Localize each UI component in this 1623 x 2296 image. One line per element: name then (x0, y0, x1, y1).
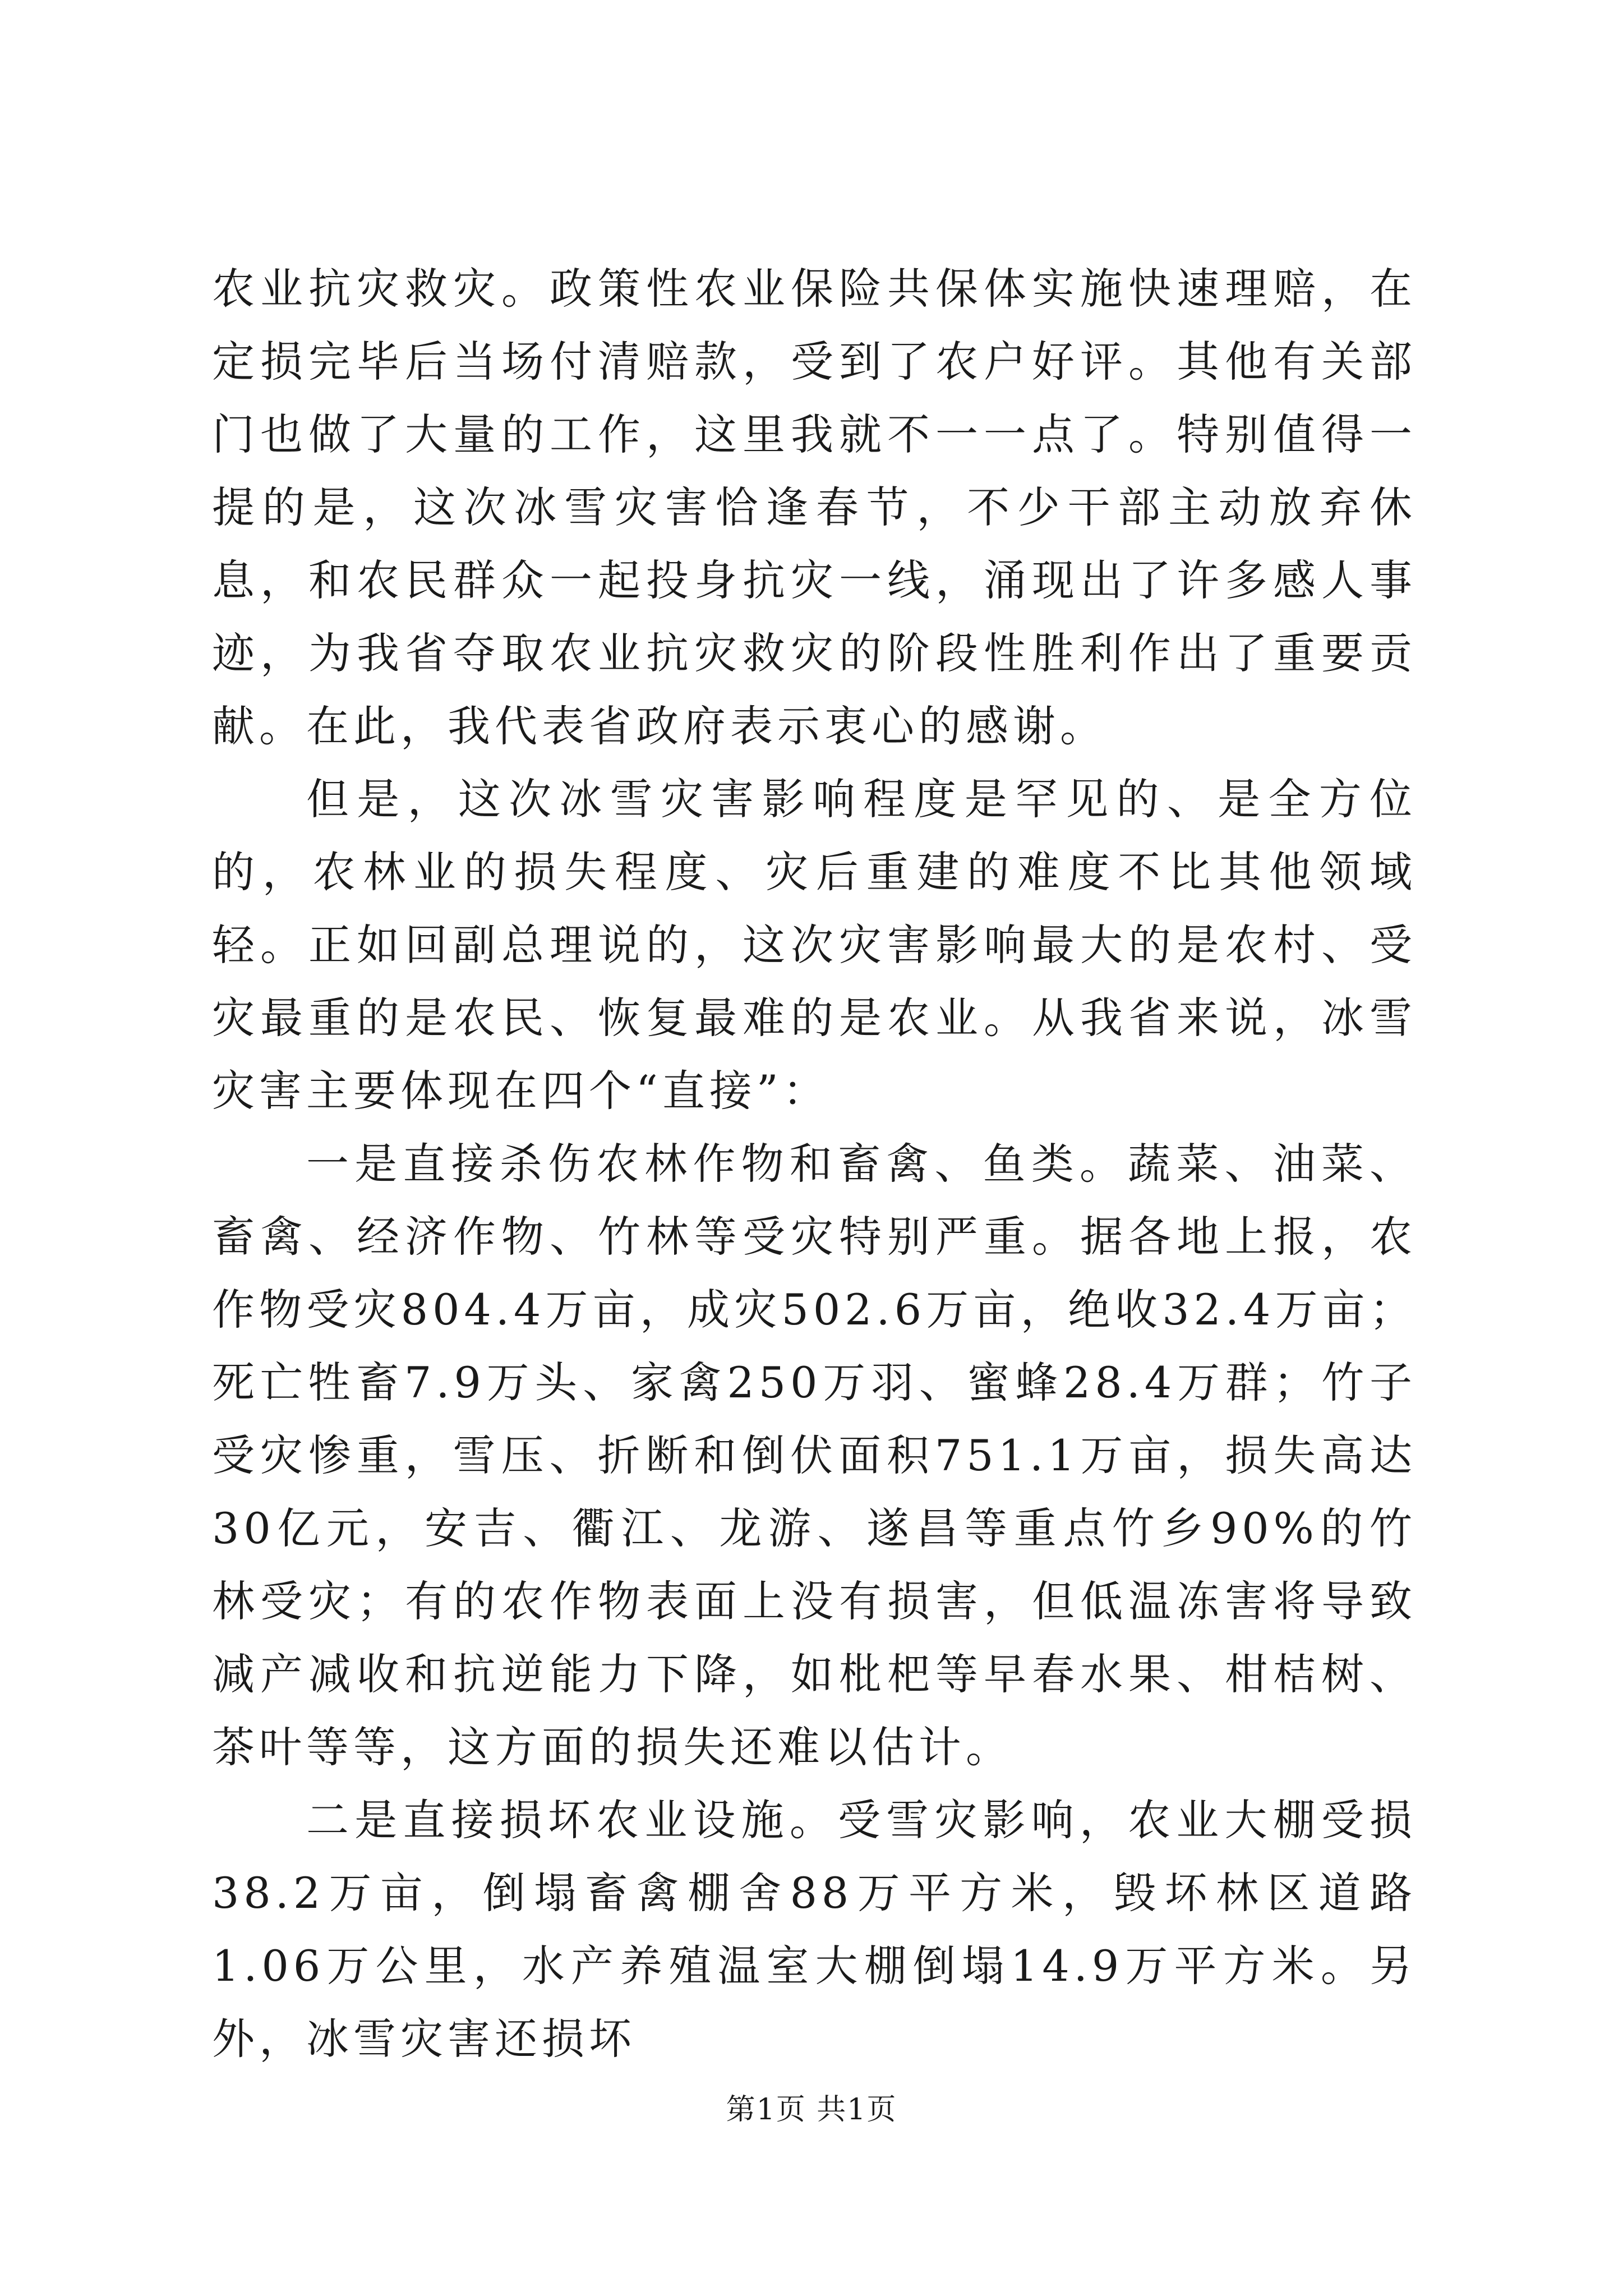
paragraph-1: 农业抗灾救灾。政策性农业保险共保体实施快速理赔，在定损完毕后当场付清赔款，受到了农户好评。其他有关部门也做了大量的工作，这里我就不一一点了。特别值得一提的是，这次冰雪灾害恰逢春节，不少干部主动放弃休息，和农民群众一起投身抗灾一线，涌现出了许多感人事迹，为我省夺取农业抗灾救灾的阶段性胜利作出了重要贡献。在此，我代表省政府表示衷心的感谢。 (212, 264, 1417, 751)
paragraph-4: 二是直接损坏农业设施。受雪灾影响，农业大棚受损38.2万亩，倒塌畜禽棚舍88万平方米，毁坏林区道路1.06万公里，水产养殖温室大棚倒塌14.9万平方米。另外，冰雪灾害还损坏 (212, 1795, 1417, 2064)
page-footer (0, 2090, 1623, 2129)
page-number: 第1页 共1页 (726, 2093, 897, 2127)
document-body (212, 252, 1417, 2076)
paragraph-2: 但是，这次冰雪灾害影响程度是罕见的、是全方位的，农林业的损失程度、灾后重建的难度不比其他领域轻。正如回副总理说的，这次灾害影响最大的是农村、受灾最重的是农民、恢复最难的是农业。从我省来说，冰雪灾害主要体现在四个“直接”： (212, 774, 1417, 1116)
paragraph-3: 一是直接杀伤农林作物和畜禽、鱼类。蔬菜、油菜、畜禽、经济作物、竹林等受灾特别严重。据各地上报，农作物受灾804.4万亩，成灾502.6万亩，绝收32.4万亩；死亡牲畜7.9万头、家禽250万羽、蜜蜂28.4万群；竹子受灾惨重，雪压、折断和倒伏面积751.1万亩，损失高达30亿元，安吉、衢江、龙游、遂昌等重点竹乡90%的竹林受灾；有的农作物表面上没有损害，但低温冻害将导致减产减收和抗逆能力下降，如枇杷等早春水果、柑桔树、茶叶等等，这方面的损失还难以估计。 (212, 1139, 1417, 1772)
